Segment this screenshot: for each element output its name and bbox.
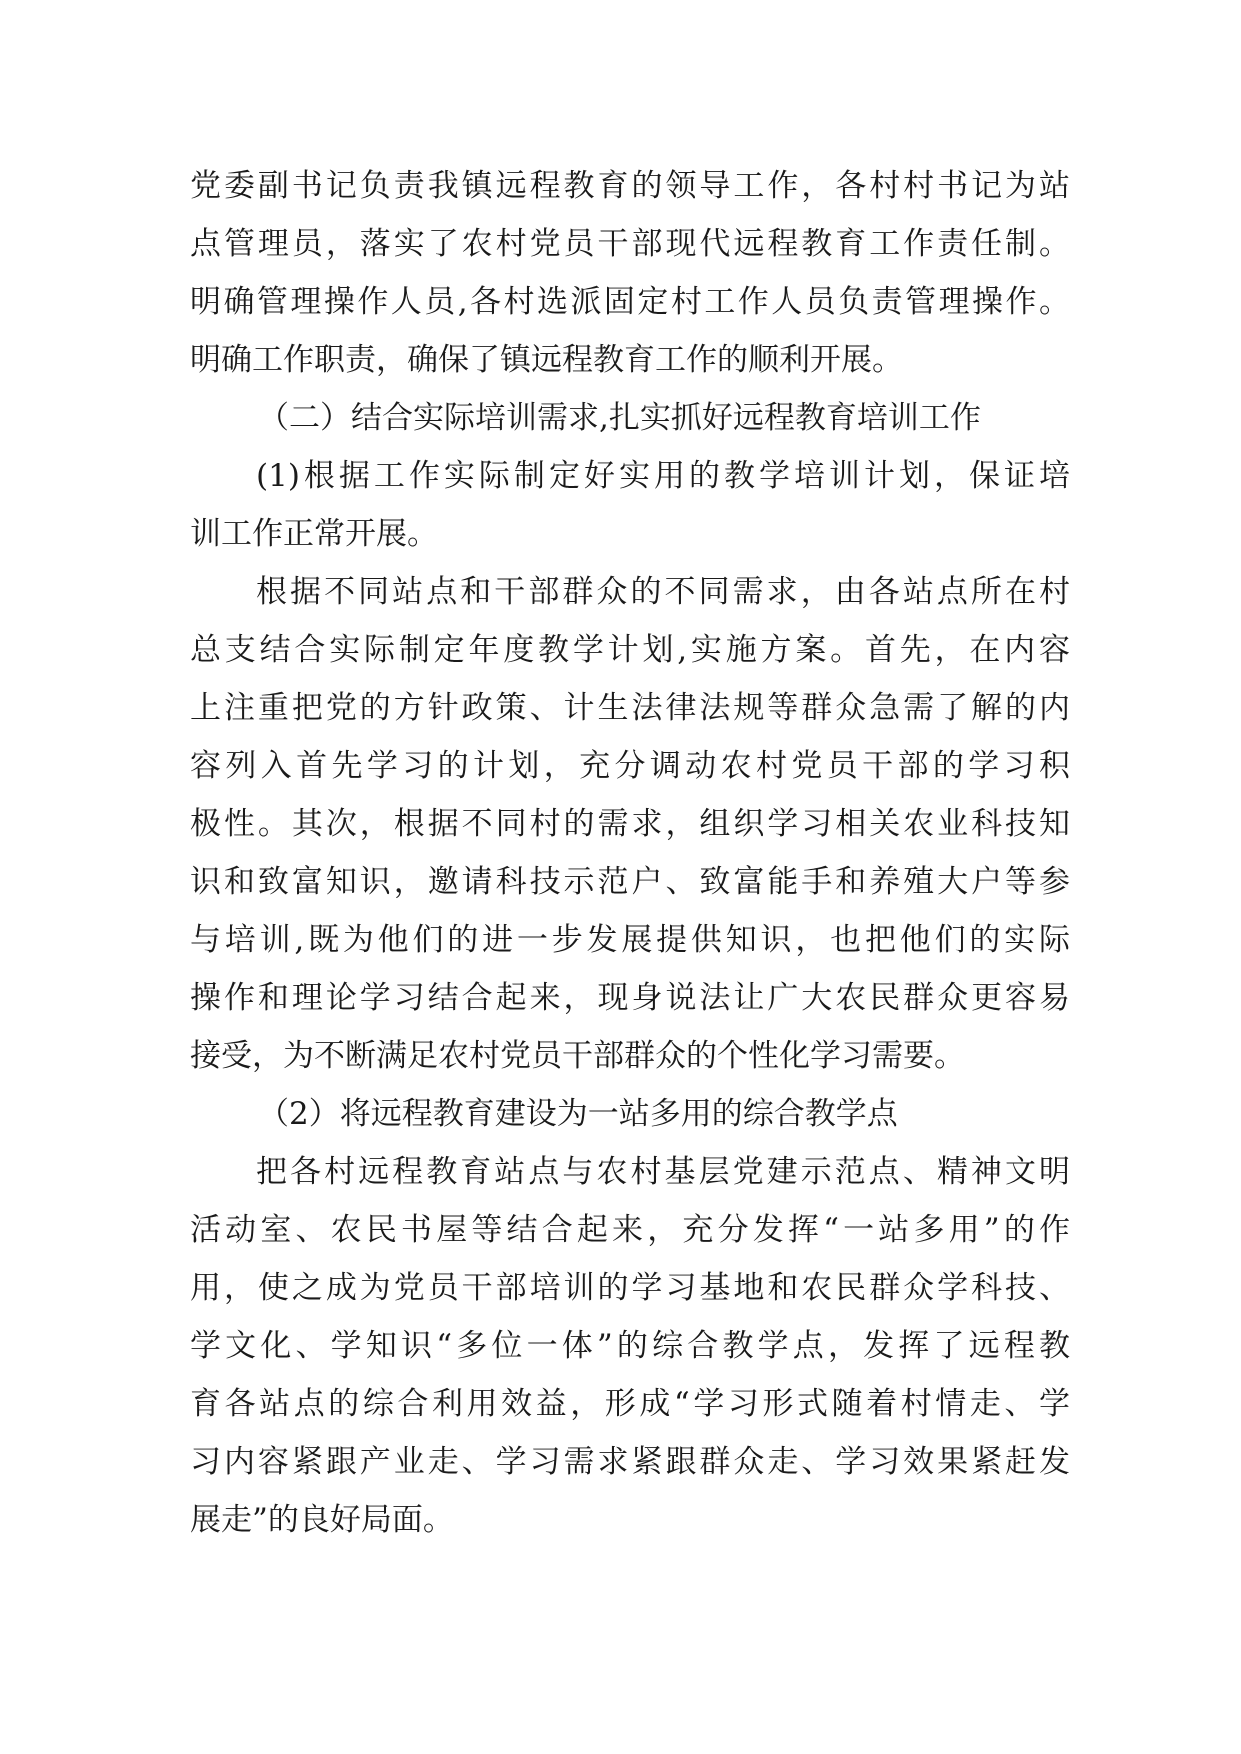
text-line: 把各村远程教育站点与农村基层党建示范点、精神文明 [256, 1154, 1070, 1190]
text-line: 习内容紧跟产业走、学习需求紧跟群众走、学习效果紧赶发 [190, 1444, 1070, 1480]
text-line: 识和致富知识，邀请科技示范户、致富能手和养殖大户等参 [190, 864, 1070, 900]
text-line: 接受，为不断满足农村党员干部群众的个性化学习需要。 [190, 1038, 965, 1074]
text-line: 展走”的良好局面。 [190, 1502, 454, 1538]
text-line: 操作和理论学习结合起来，现身说法让广大农民群众更容易 [190, 980, 1070, 1016]
text-line: 党委副书记负责我镇远程教育的领导工作，各村村书记为站 [190, 168, 1070, 204]
text-line: 训工作正常开展。 [190, 516, 438, 552]
section-heading: （二）结合实际培训需求,扎实抓好远程教育培训工作 [258, 400, 981, 436]
text-line: 点管理员，落实了农村党员干部现代远程教育工作责任制。 [190, 226, 1070, 262]
text-line: 与培训,既为他们的进一步发展提供知识，也把他们的实际 [190, 922, 1070, 958]
text-line: (1)根据工作实际制定好实用的教学培训计划，保证培 [256, 458, 1070, 494]
text-line: 明确管理操作人员,各村选派固定村工作人员负责管理操作。 [190, 284, 1070, 320]
text-line: 活动室、农民书屋等结合起来，充分发挥“一站多用”的作 [190, 1212, 1070, 1248]
text-line: 明确工作职责，确保了镇远程教育工作的顺利开展。 [190, 342, 903, 378]
text-line: 极性。其次，根据不同村的需求，组织学习相关农业科技知 [190, 806, 1070, 842]
text-line: 育各站点的综合利用效益，形成“学习形式随着村情走、学 [190, 1386, 1070, 1422]
text-line: 根据不同站点和干部群众的不同需求，由各站点所在村 [256, 574, 1070, 610]
text-line: 学文化、学知识“多位一体”的综合教学点，发挥了远程教 [190, 1328, 1070, 1364]
text-line: 用，使之成为党员干部培训的学习基地和农民群众学科技、 [190, 1270, 1070, 1306]
text-line: 上注重把党的方针政策、计生法律法规等群众急需了解的内 [190, 690, 1070, 726]
text-line: 总支结合实际制定年度教学计划,实施方案。首先，在内容 [190, 632, 1070, 668]
section-heading: （2）将远程教育建设为一站多用的综合教学点 [258, 1096, 898, 1132]
text-line: 容列入首先学习的计划，充分调动农村党员干部的学习积 [190, 748, 1070, 784]
